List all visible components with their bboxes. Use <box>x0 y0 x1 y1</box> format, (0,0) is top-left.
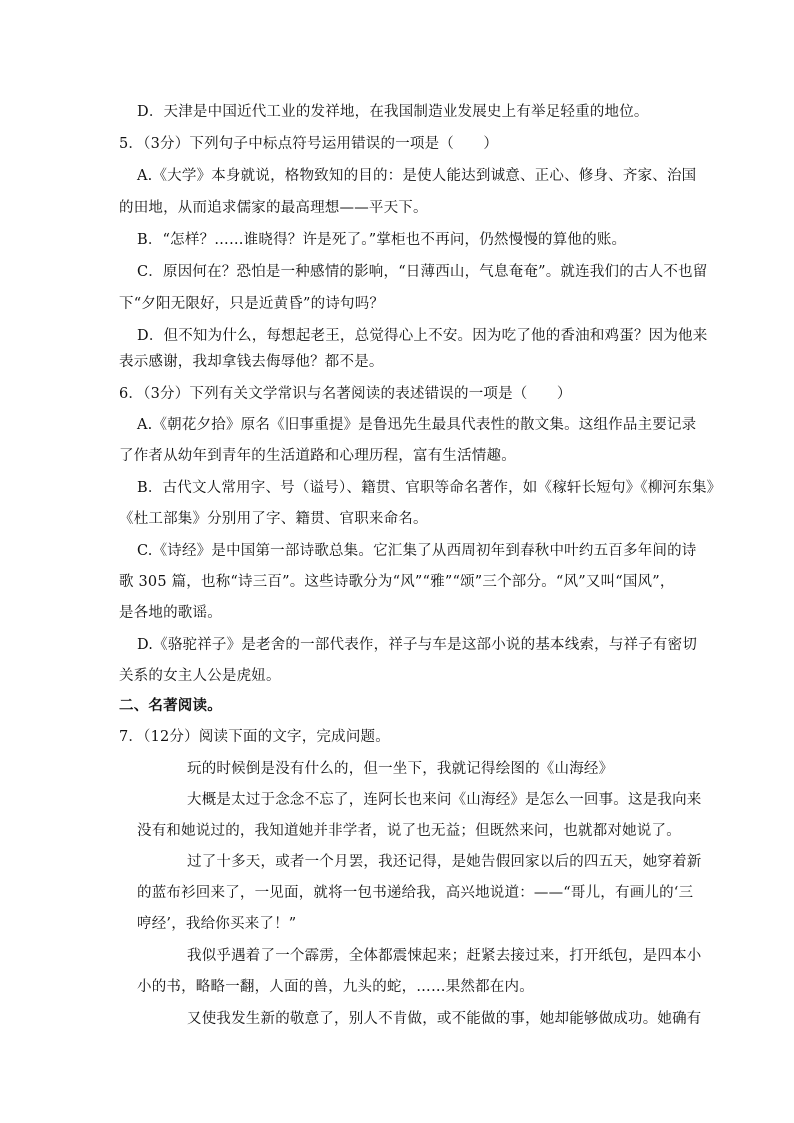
q6-option-b-line2: 《杜工部集》分别用了字、籍贯、官职来命名。 <box>119 511 428 527</box>
q7-paragraph-4-line2: 小的书，略略一翻，人面的兽，九头的蛇，……果然都在内。 <box>137 979 534 995</box>
q7-paragraph-3-line3: 哼经’，我给你买来了！” <box>137 916 297 932</box>
q5-option-a-line2: 的田地，从而追求儒家的最高理想——平天下。 <box>119 200 428 216</box>
q5-option-b: B．“怎样？……谁晓得？许是死了。”掌柜也不再问，仍然慢慢的算他的账。 <box>137 232 627 248</box>
q5-option-d-line2: 表示感谢，我却拿钱去侮辱他？都不是。 <box>119 354 384 370</box>
q4-option-d: D．天津是中国近代工业的发祥地，在我国制造业发展史上有举足轻重的地位。 <box>137 104 649 120</box>
q7-paragraph-3-line2: 的蓝布衫回来了，一见面，就将一包书递给我，高兴地说道：——“哥儿，有画儿的‘三 <box>137 885 694 901</box>
q7-paragraph-1: 玩的时候倒是没有什么的，但一坐下，我就记得绘图的《山海经》 <box>187 761 614 777</box>
q5-stem: 5．（3分）下列句子中标点符号运用错误的一项是（ ） <box>119 136 499 152</box>
q7-paragraph-5-line1: 又使我发生新的敬意了，别人不肯做，或不能做的事，她却能够做成功。她确有 <box>187 1011 702 1027</box>
q7-paragraph-2-line2: 没有和她说过的，我知道她并非学者，说了也无益；但既然来问，也就都对她说了。 <box>137 823 681 839</box>
q7-paragraph-4-line1: 我似乎遇着了一个霹雳，全体都震悚起来；赶紧去接过来，打开纸包，是四本小 <box>187 948 702 964</box>
q6-option-a-line2: 了作者从幼年到青年的生活道路和心理历程，富有生活情趣。 <box>119 448 516 464</box>
q6-option-c-line3: 是各地的歌谣。 <box>119 605 222 621</box>
q6-option-a-line1: A.《朝花夕拾》原名《旧事重提》是鲁迅先生最具代表性的散文集。这组作品主要记录 <box>137 417 697 433</box>
q7-paragraph-2-line1: 大概是太过于念念不忘了，连阿长也来问《山海经》是怎么一回事。这是我向来 <box>187 792 702 808</box>
q5-option-d-line1: D．但不知为什么，每想起老王，总觉得心上不安。因为吃了他的香油和鸡蛋？因为他来 <box>137 328 708 344</box>
q6-stem: 6．（3分）下列有关文学常识与名著阅读的表述错误的一项是（ ） <box>119 386 572 402</box>
q7-stem: 7．（12分）阅读下面的文字，完成问题。 <box>119 729 390 745</box>
q5-option-c-line1: C．原因何在？恐怕是一种感情的影响，“日薄西山，气息奄奄”。就连我们的古人不也留 <box>137 264 708 280</box>
q7-paragraph-3-line1: 过了十多天，或者一个月罢，我还记得，是她告假回家以后的四五天，她穿着新 <box>187 854 702 870</box>
q5-option-c-line2: 下“夕阳无限好，只是近黄昏”的诗句吗？ <box>119 296 385 312</box>
q6-option-d-line2: 关系的女主人公是虎妞。 <box>119 668 281 684</box>
q6-option-d-line1: D.《骆驼祥子》是老舍的一部代表作，祥子与车是这部小说的基本线索，与祥子有密切 <box>137 637 698 653</box>
q6-option-c-line2: 歌 305 篇，也称“诗三百”。这些诗歌分为“风”“雅”“颂”三个部分。“风”又叫“国风”， <box>119 574 675 590</box>
q6-option-c-line1: C.《诗经》是中国第一部诗歌总集。它汇集了从西周初年到春秋中叶约五百多年间的诗 <box>137 543 697 559</box>
section-heading: 二、名著阅读。 <box>119 697 222 714</box>
q6-option-b-line1: B．古代文人常用字、号（谥号）、籍贯、官职等命名著作，如《稼轩长短句》《柳河东集》 <box>137 480 722 496</box>
q5-option-a-line1: A.《大学》本身就说，格物致知的目的：是使人能达到诚意、正心、修身、齐家、治国 <box>137 168 697 184</box>
